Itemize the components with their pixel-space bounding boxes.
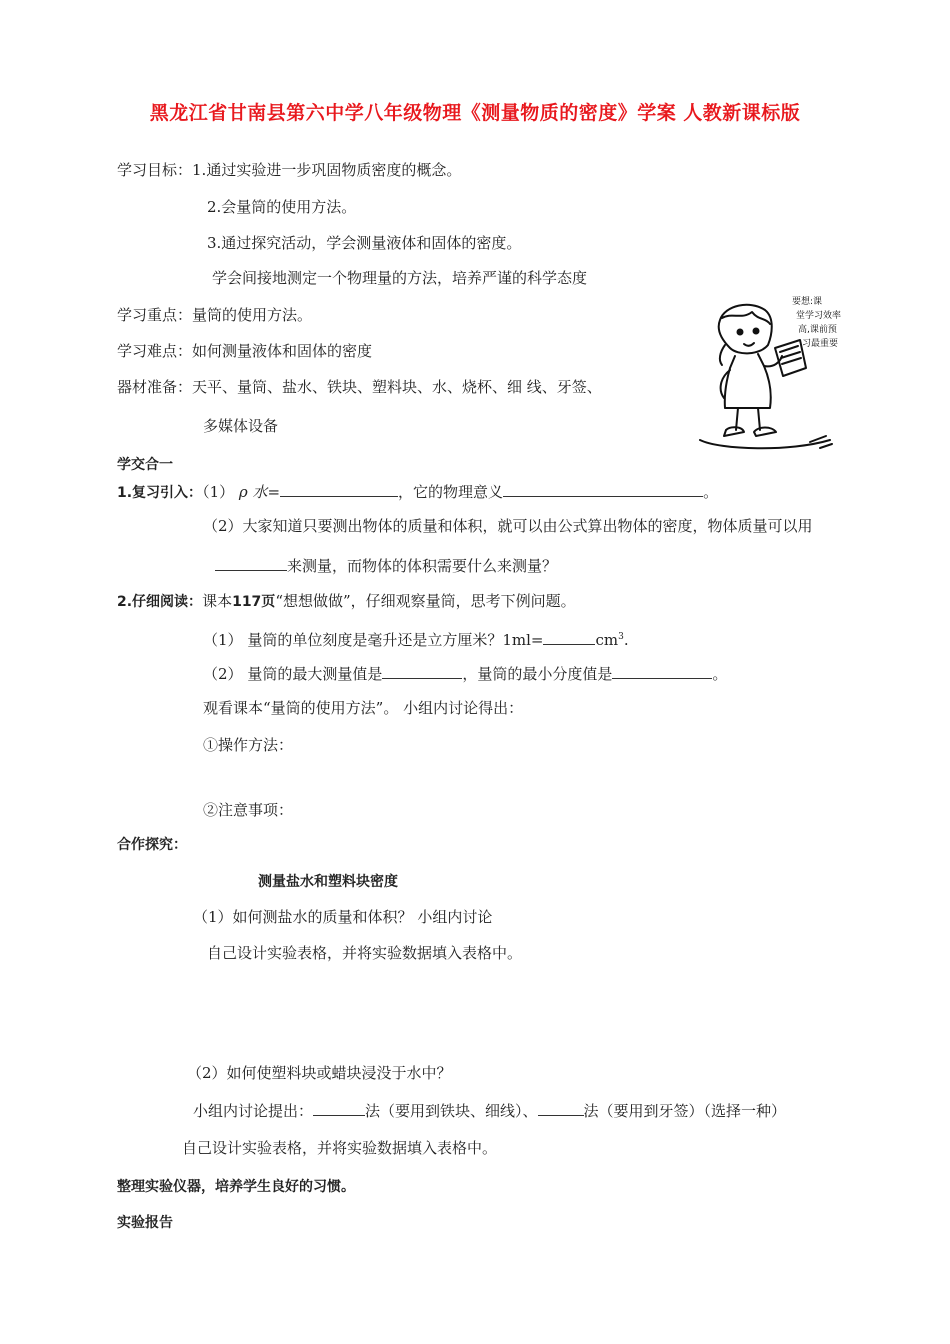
document-title: 黑龙江省甘南县第六中学八年级物理《测量物质的密度》学案 人教新课标版	[149, 102, 801, 124]
cooperate-q2: （2）如何使塑料块或蜡块浸没于水中？	[187, 1064, 452, 1082]
operation-method: ①操作方法：	[203, 736, 294, 754]
cooperate-q1-design: 自己设计实验表格，并将实验数据填入表格中。	[207, 944, 523, 962]
reading-q2-text: 量筒的最大测量值是	[247, 665, 383, 683]
cooperate-q2-line-c: 法（要用到牙签）（选择一种）	[583, 1102, 787, 1120]
reading-q2-mid: ，量筒的最小分度值是	[462, 665, 613, 683]
review-heading: 1.复习引入：	[117, 485, 203, 501]
reading-watch: 观看课本“量筒的使用方法”。 小组内讨论得出：	[203, 699, 524, 717]
cooperate-heading: 合作探究：	[117, 837, 187, 853]
review-q1-line	[117, 481, 718, 503]
svg-text:习最重要: 习最重要	[802, 339, 839, 349]
objective-3: 3.通过探究活动，学会测量液体和固体的密度。	[207, 234, 522, 252]
objective-4-part-b: 间接地测定一个物理量的方法，培养严谨的科学态度	[242, 269, 588, 287]
reading-q1-unit-sup: 3	[618, 632, 624, 642]
cooperate-q1: （1）如何测盐水的质量和体积？ 小组内讨论	[193, 908, 493, 926]
physical-meaning-blank[interactable]	[503, 481, 703, 497]
cooperate-subtitle: 测量盐水和塑料块密度	[258, 874, 398, 890]
reading-q2-line	[203, 663, 727, 684]
reading-q1-num: （1）	[203, 631, 243, 649]
reading-q1-unit: cm	[595, 631, 619, 649]
rho-water-label: ρ 水=	[238, 483, 281, 501]
reading-q1-text: 量筒的单位刻度是毫升还是立方厘米？1ml=	[247, 631, 544, 649]
reading-page-ref: 117页	[232, 594, 276, 610]
review-q1-prefix: （1）	[202, 483, 235, 501]
cooperate-q2-line-b: 法（要用到铁块、细线）、	[365, 1102, 538, 1120]
min-division-blank[interactable]	[612, 663, 712, 679]
reading-q1-line	[203, 627, 629, 650]
section-xjhy: 学交合一	[117, 457, 173, 473]
review-q2-line-2	[215, 555, 557, 576]
precautions: ②注意事项：	[203, 801, 294, 819]
objective-4-part-a: 学会	[212, 269, 243, 287]
ml-to-cm3-blank[interactable]	[543, 629, 595, 645]
review-q2-line-2-text: 来测量，而物体的体积需要什么来测量？	[287, 557, 558, 575]
key-point: 学习重点：量筒的使用方法。	[117, 306, 313, 324]
reading-intro-a: 课本	[202, 592, 233, 610]
rho-water-blank[interactable]	[280, 481, 398, 497]
tidy-instruction: 整理实验仪器，培养学生良好的习惯。	[117, 1179, 355, 1195]
cooperate-q2-line	[193, 1100, 786, 1121]
svg-text:堂学习效率: 堂学习效率	[796, 311, 842, 321]
method-1-blank[interactable]	[313, 1100, 365, 1116]
equipment-line-1: 器材准备：天平、量筒、盐水、铁块、塑料块、水、烧杯、细 线、牙签、	[117, 378, 602, 396]
objective-2: 2.会量筒的使用方法。	[207, 198, 357, 216]
objectives-line-1	[117, 160, 461, 180]
reading-intro-b: “想想做做”，仔细观察量筒，思考下例问题。	[275, 592, 576, 610]
girl-reading-illustration	[680, 290, 850, 460]
reading-q1-end: .	[623, 631, 629, 649]
equipment-line-2: 多媒体设备	[203, 417, 279, 435]
svg-text:高,课前预: 高,课前预	[798, 325, 837, 335]
svg-text:要想:课: 要想:课	[792, 297, 823, 307]
review-q1-end: 。	[703, 483, 719, 501]
difficulty: 学习难点：如何测量液体和固体的密度	[117, 342, 373, 360]
objective-4	[212, 268, 587, 288]
objective-1: 1.通过实验进一步巩固物质密度的概念。	[192, 161, 462, 179]
method-2-blank[interactable]	[538, 1100, 584, 1116]
report-heading: 实验报告	[117, 1215, 173, 1231]
reading-q2-end: 。	[712, 665, 728, 683]
mass-tool-blank[interactable]	[215, 555, 287, 571]
cooperate-q2-design: 自己设计实验表格，并将实验数据填入表格中。	[182, 1139, 498, 1157]
reading-intro-line	[117, 591, 576, 612]
max-measure-blank[interactable]	[382, 663, 462, 679]
review-q2-line-1: （2）大家知道只要测出物体的质量和体积，就可以由公式算出物体的密度，物体质量可以用	[203, 517, 813, 535]
cooperate-q2-line-a: 小组内讨论提出：	[193, 1102, 314, 1120]
reading-heading: 2.仔细阅读：	[117, 594, 203, 610]
reading-q2-num: （2）	[203, 665, 243, 683]
review-q1-mid: ，它的物理意义	[398, 483, 504, 501]
objectives-label: 学习目标：	[117, 161, 193, 179]
